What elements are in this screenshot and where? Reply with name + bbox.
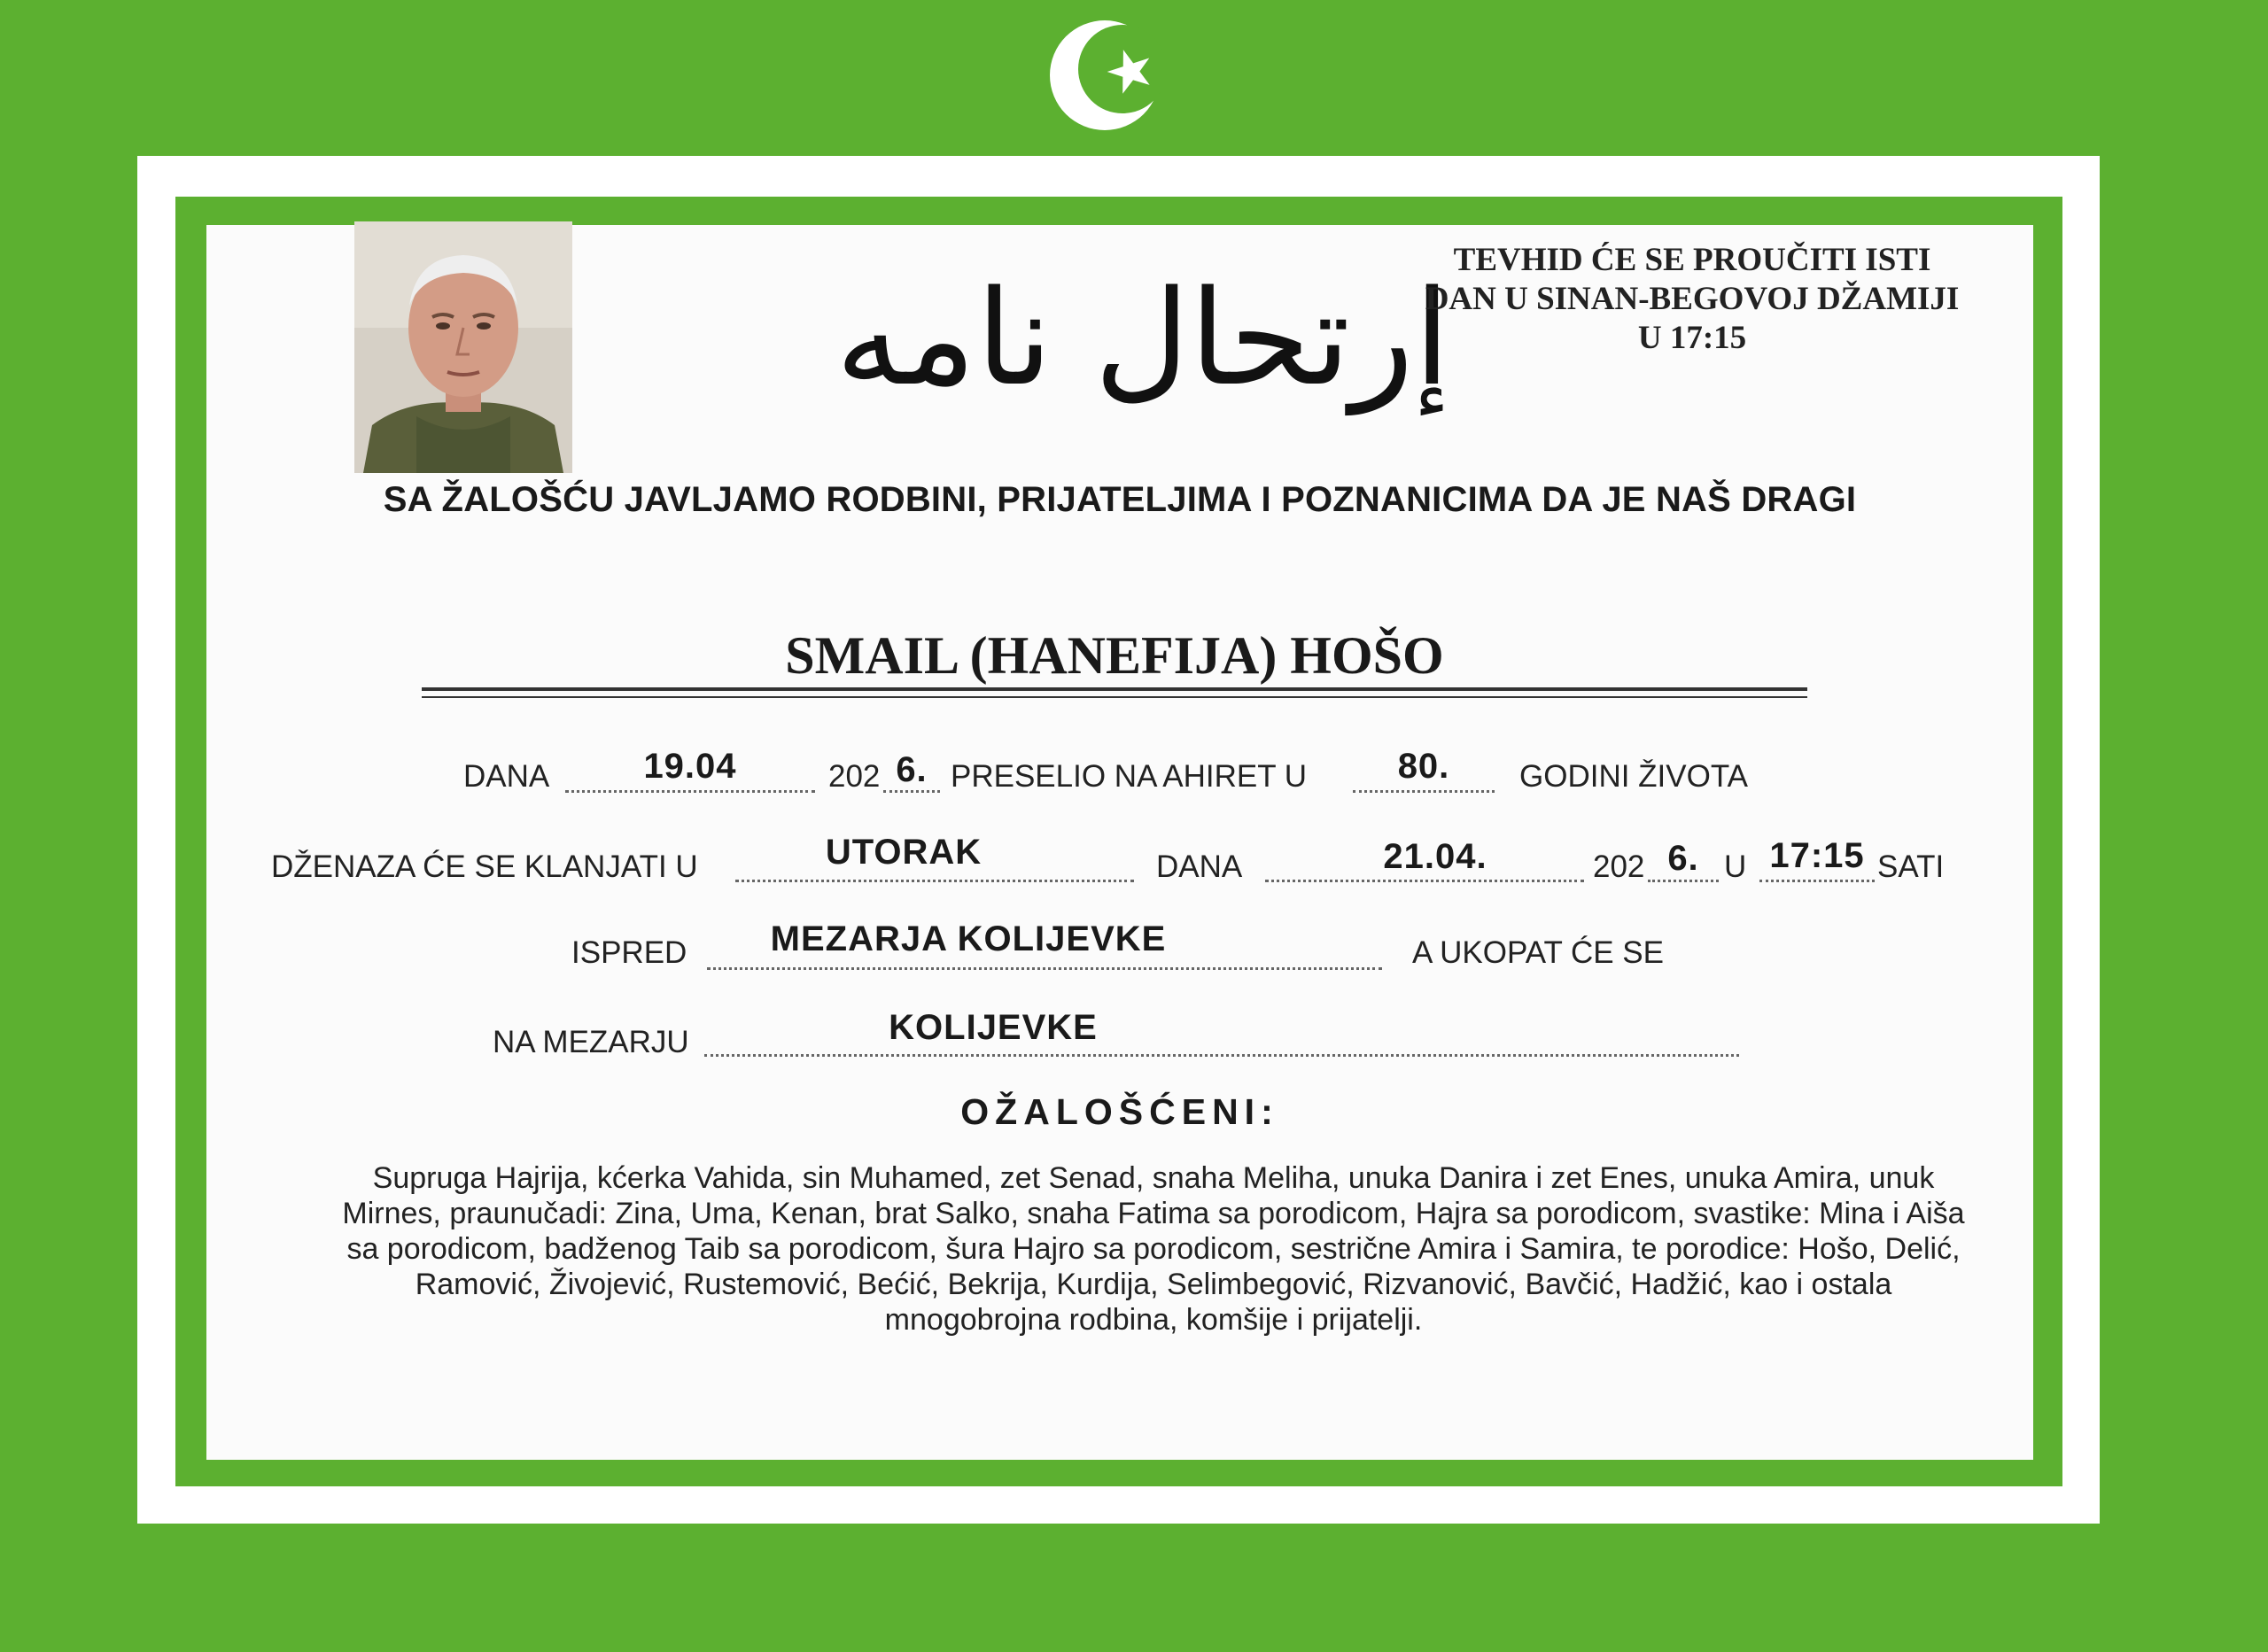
crescent-star-icon — [1048, 16, 1167, 135]
funeral-time-dots — [1759, 880, 1875, 882]
deceased-name: SMAIL (HANEFIJA) HOŠO — [785, 626, 1444, 685]
tevhid-line-2: DAN U SINAN-BEGOVOJ DŽAMIJI — [1425, 281, 1960, 317]
funeral-year-prefix: 202 — [1593, 849, 1645, 884]
tevhid-line-1: TEVHID ĆE SE PROUČITI ISTI — [1453, 242, 1931, 278]
mourners-heading: OŽALOŠĆENI: — [960, 1091, 1279, 1132]
funeral-day: UTORAK — [825, 833, 983, 872]
location-dots — [707, 967, 1382, 970]
death-year-prefix: 202 — [828, 759, 881, 794]
tevhid-line-3: U 17:15 — [1637, 320, 1747, 356]
dzenaza-label: DŽENAZA ĆE SE KLANJATI U — [271, 849, 698, 884]
mourners-line-5: mnogobrojna rodbina, komšije i prijatelji. — [884, 1303, 1423, 1337]
ispred-label: ISPRED — [571, 935, 687, 970]
funeral-u-label: U — [1724, 849, 1747, 884]
funeral-day-dots — [735, 880, 1134, 882]
dana-label: DANA — [463, 759, 550, 794]
mourners-line-4: Ramović, Živojević, Rustemović, Bećić, Bekrija, Kurdija, Selimbegović, Rizvanović, Bavčić, Hadžić, kao i ostala — [415, 1268, 1892, 1301]
age-value: 80. — [1397, 747, 1450, 786]
mourners-line-2: Mirnes, praunučadi: Zina, Uma, Kenan, brat Salko, snaha Fatima sa porodicom, Hajra sa porodicom, svastike: Mina i Aiša — [342, 1197, 1965, 1230]
preselio-label: PRESELIO NA AHIRET U — [951, 759, 1307, 794]
funeral-date: 21.04. — [1383, 837, 1487, 876]
cemetery-dots — [704, 1054, 1739, 1057]
name-underline — [422, 687, 1807, 691]
ukopat-label: A UKOPAT ĆE SE — [1412, 935, 1664, 970]
mourners-list — [250, 1160, 2057, 1338]
mourners-line-3: sa porodicom, badženog Taib sa porodicom, šura Hajro sa porodicom, sestrične Amira i Samira, te porodice: Hošo, Delić, — [346, 1232, 1961, 1266]
funeral-year-digit: 6. — [1667, 839, 1699, 878]
arabic-title: إرتحال نامه — [835, 262, 1450, 415]
death-year-dots — [883, 790, 940, 793]
cemetery-name: KOLIJEVKE — [889, 1008, 1098, 1047]
prayer-location: MEZARJA KOLIJEVKE — [770, 919, 1167, 958]
funeral-date-dots — [1265, 880, 1584, 882]
death-year-digit: 6. — [896, 750, 928, 789]
funeral-dana-label: DANA — [1156, 849, 1243, 884]
name-underline-thin — [422, 696, 1807, 698]
funeral-year-dots — [1648, 880, 1719, 882]
na-mezarju-label: NA MEZARJU — [493, 1025, 689, 1059]
portrait-photo — [354, 221, 572, 473]
funeral-time: 17:15 — [1769, 836, 1865, 875]
tevhid-notice — [1382, 241, 2002, 358]
age-dots — [1353, 790, 1495, 793]
sati-label: SATI — [1877, 849, 1945, 884]
death-date: 19.04 — [643, 747, 737, 786]
death-date-dots — [565, 790, 815, 793]
announcement-text: SA ŽALOŠĆU JAVLJAMO RODBINI, PRIJATELJIMA I POZNANICIMA DA JE NAŠ DRAGI — [383, 480, 1857, 519]
godini-label: GODINI ŽIVOTA — [1519, 759, 1748, 794]
mourners-line-1: Supruga Hajrija, kćerka Vahida, sin Muhamed, zet Senad, snaha Meliha, unuka Danira i zet Enes, unuka Amira, unuk — [372, 1161, 1935, 1195]
